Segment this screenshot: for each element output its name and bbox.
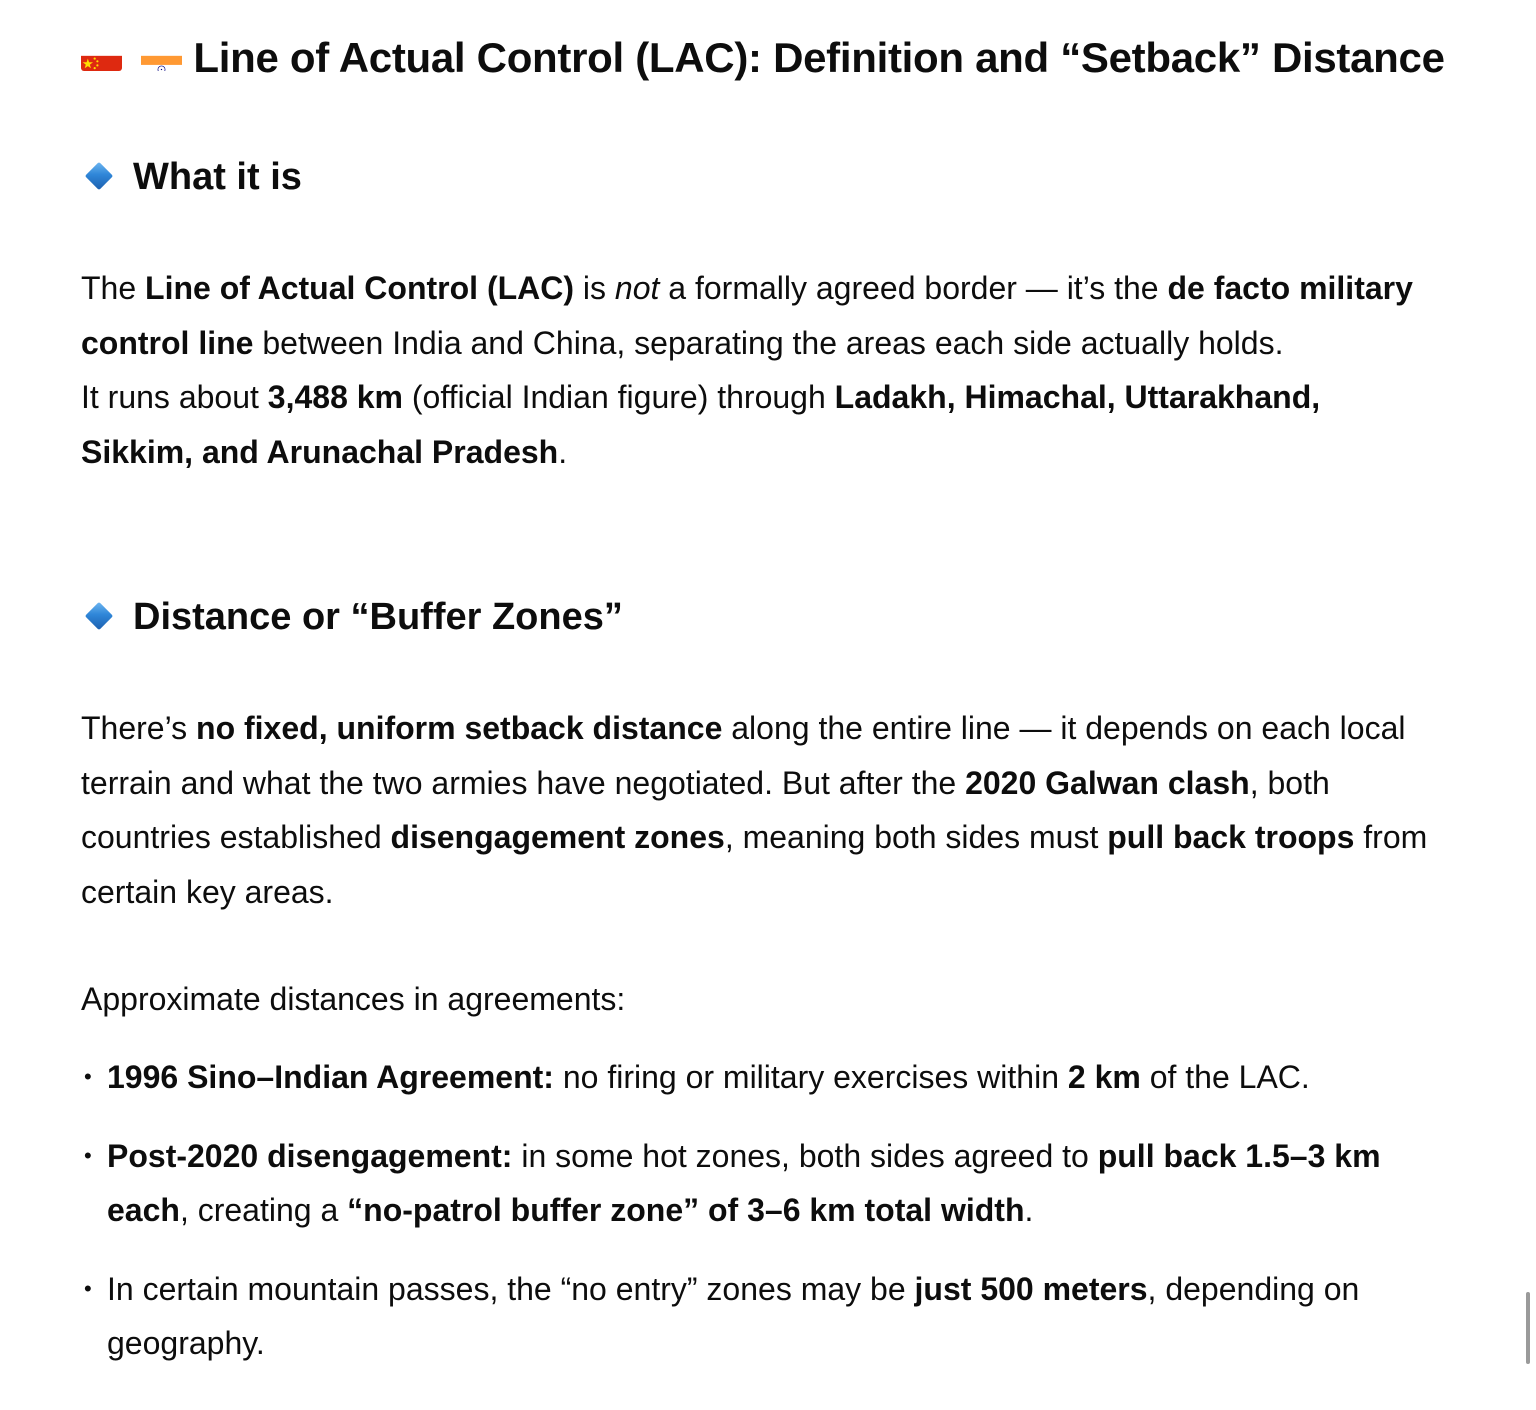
page-title (81, 30, 1445, 86)
section-heading-text: Distance or “Buffer Zones” (133, 596, 623, 638)
page-title-text: Line of Actual Control (LAC): Definition and “Setback” Distance (193, 34, 1445, 81)
blue-diamond-icon (87, 604, 111, 628)
list-item: • 1996 Sino–Indian Agreement: no firing or military exercises within 2 km of the LAC. (84, 1059, 1310, 1095)
lac-definition-paragraph: The Line of Actual Control (LAC) is not a formally agreed border — it’s the de facto military control line between India and China, separating the areas each side actually holds. It runs about 3,488 km (official Indian figure) through Ladakh, Himachal, Uttarakhand, Sikkim, and Arunachal Pradesh. (81, 270, 1413, 470)
list-item: • In certain mountain passes, the “no entry” zones may be just 500 meters, depending on geography. (84, 1270, 1360, 1361)
scrollbar-thumb[interactable] (1526, 1292, 1530, 1364)
section-heading-text: What it is (133, 156, 302, 198)
section-heading-what-it-is (81, 152, 302, 202)
section-heading-buffer-zones (81, 592, 623, 642)
china-flag-icon (81, 42, 122, 71)
approx-distances-intro: Approximate distances in agreements: (81, 981, 626, 1017)
list-item: • Post-2020 disengagement: in some hot zones, both sides agreed to pull back 1.5–3 km each, creating a “no-patrol buffer zone” of 3–6 km total width. (84, 1137, 1381, 1228)
distance-bullet-list (81, 1050, 1456, 1395)
setback-paragraph: There’s no fixed, uniform setback distance along the entire line — it depends on each local terrain and what the two armies have negotiated. But after the 2020 Galwan clash, both countries established disengagement zones, meaning both sides must pull back troops from certain key areas. (81, 710, 1428, 910)
blue-diamond-icon (87, 164, 111, 188)
india-flag-icon (141, 42, 182, 71)
